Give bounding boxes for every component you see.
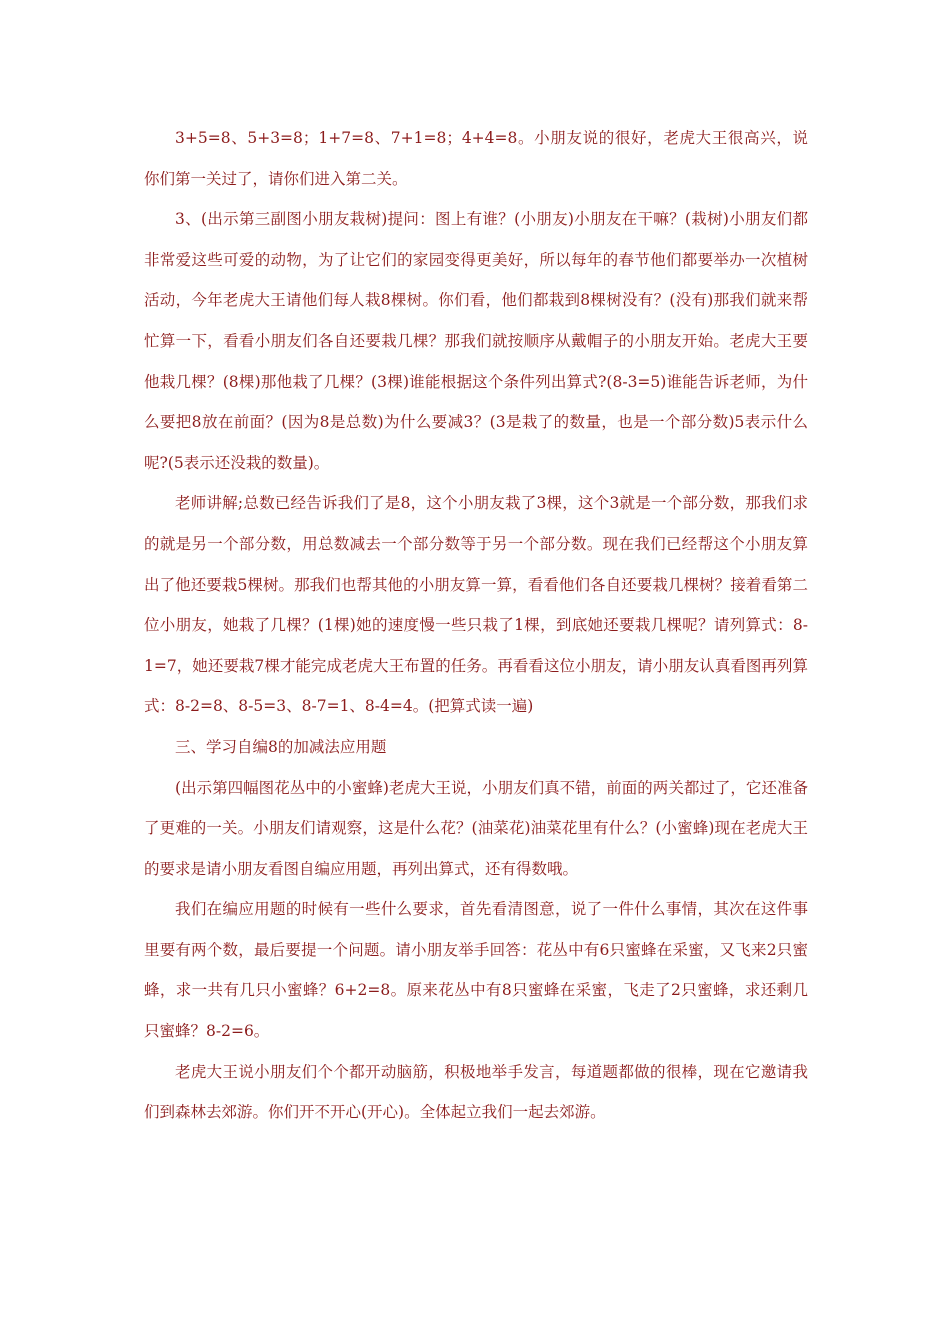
document-body <box>144 118 808 1133</box>
paragraph-planting-trees: 3、(出示第三副图小朋友栽树)提问：图上有谁？(小朋友)小朋友在干嘛？(栽树)小朋友们都非常爱这些可爱的动物，为了让它们的家园变得更美好，所以每年的春节他们都要举办一次植树活动，今年老虎大王请他们每人栽8棵树。你们看，他们都栽到8棵树没有？(没有)那我们就来帮忙算一下，看看小朋友们各自还要栽几棵？那我们就按顺序从戴帽子的小朋友开始。老虎大王要他栽几棵？(8棵)那他栽了几棵？(3棵)谁能根据这个条件列出算式?(8-3=5)谁能告诉老师，为什么要把8放在前面？(因为8是总数)为什么要减3？(3是栽了的数量，也是一个部分数)5表示什么呢?(5表示还没栽的数量)。 <box>144 210 808 472</box>
paragraph-word-problem-requirements: 我们在编应用题的时候有一些什么要求，首先看清图意，说了一件什么事情，其次在这件事里要有两个数，最后要提一个问题。请小朋友举手回答：花丛中有6只蜜蜂在采蜜，又飞来2只蜜蜂，求一共有几只小蜜蜂？6+2=8。原来花丛中有8只蜜蜂在采蜜，飞走了2只蜜蜂，求还剩几只蜜蜂？8-2=6。 <box>144 900 808 1041</box>
section-heading-word-problems: 三、学习自编8的加减法应用题 <box>175 737 387 756</box>
paragraph-addition-equations: 3+5=8、5+3=8；1+7=8、7+1=8；4+4=8。小朋友说的很好，老虎大王很高兴，说你们第一关过了，请你们进入第二关。 <box>144 129 808 188</box>
paragraph-bees-picture: (出示第四幅图花丛中的小蜜蜂)老虎大王说，小朋友们真不错，前面的两关都过了，它还准备了更难的一关。小朋友们请观察，这是什么花？(油菜花)油菜花里有什么？(小蜜蜂)现在老虎大王的要求是请小朋友看图自编应用题，再列出算式，还有得数哦。 <box>144 778 808 878</box>
paragraph-outing: 老虎大王说小朋友们个个都开动脑筋，积极地举手发言，每道题都做的很棒，现在它邀请我们到森林去郊游。你们开不开心(开心)。全体起立我们一起去郊游。 <box>144 1062 808 1122</box>
paragraph-teacher-explanation: 老师讲解;总数已经告诉我们了是8，这个小朋友栽了3棵，这个3就是一个部分数，那我们求的就是另一个部分数，用总数减去一个部分数等于另一个部分数。现在我们已经帮这个小朋友算出了他还要栽5棵树。那我们也帮其他的小朋友算一算，看看他们各自还要栽几棵树？接着看第二位小朋友，她栽了几棵？(1棵)她的速度慢一些只栽了1棵，到底她还要栽几棵呢？请列算式：8-1=7，她还要栽7棵才能完成老虎大王布置的任务。再看看这位小朋友，请小朋友认真看图再列算式：8-2=8、8-5=3、8-7=1、8-4=4。(把算式读一遍) <box>144 494 808 716</box>
